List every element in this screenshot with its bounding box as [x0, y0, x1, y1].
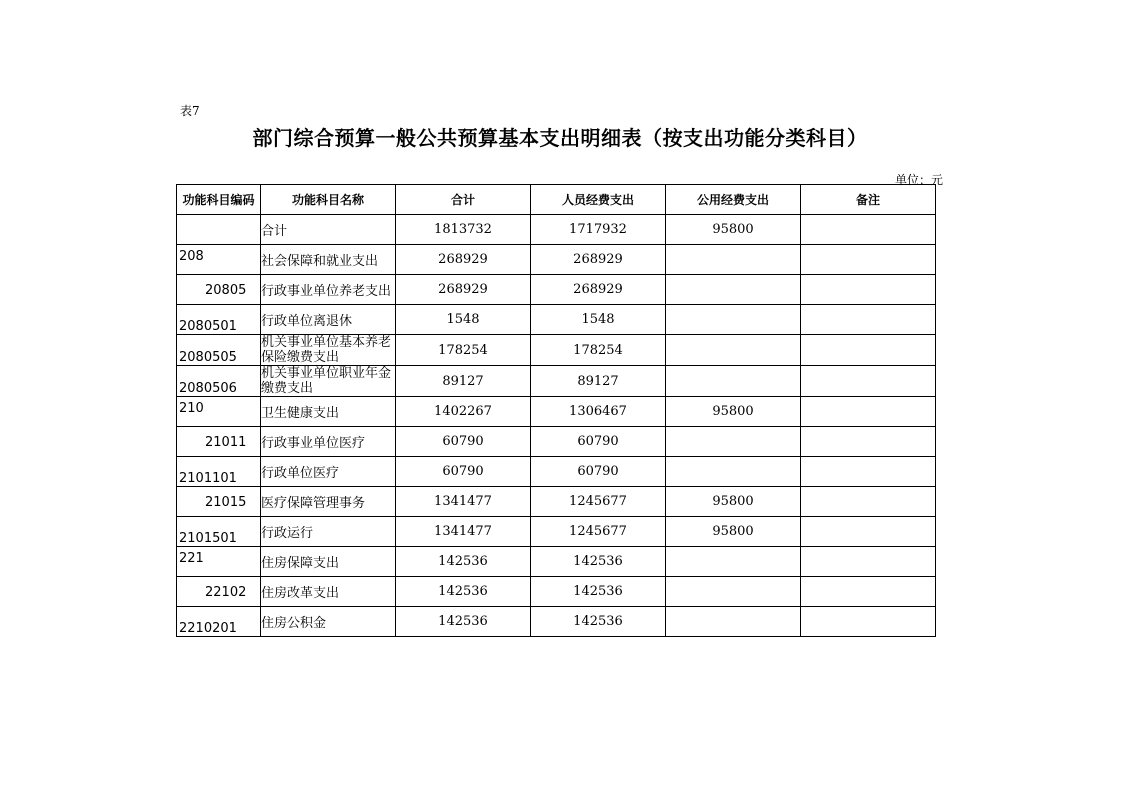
header-code: 功能科目编码 — [177, 185, 261, 215]
cell-personnel: 1245677 — [531, 517, 666, 547]
header-remark: 备注 — [801, 185, 936, 215]
cell-personnel: 1245677 — [531, 487, 666, 517]
cell-public: 95800 — [666, 517, 801, 547]
table-number: 表7 — [180, 104, 200, 118]
cell-public — [666, 427, 801, 457]
cell-remark — [801, 215, 936, 245]
cell-total: 1813732 — [396, 215, 531, 245]
cell-public — [666, 366, 801, 397]
cell-code — [177, 275, 261, 305]
cell-code — [177, 607, 261, 637]
cell-code — [177, 305, 261, 335]
cell-name: 住房改革支出 — [261, 577, 396, 607]
cell-code-text: 2080506 — [179, 381, 237, 396]
cell-remark — [801, 275, 936, 305]
cell-personnel: 268929 — [531, 245, 666, 275]
cell-total: 142536 — [396, 547, 531, 577]
cell-remark — [801, 607, 936, 637]
budget-table — [176, 184, 936, 637]
table-row — [177, 487, 936, 517]
cell-code — [177, 547, 261, 577]
cell-name: 行政单位离退休 — [261, 305, 396, 335]
cell-remark — [801, 487, 936, 517]
cell-name: 机关事业单位职业年金缴费支出 — [261, 366, 396, 397]
header-public: 公用经费支出 — [666, 185, 801, 215]
table-row — [177, 245, 936, 275]
cell-total: 268929 — [396, 245, 531, 275]
cell-remark — [801, 366, 936, 397]
table-row — [177, 397, 936, 427]
cell-name: 卫生健康支出 — [261, 397, 396, 427]
table-row — [177, 335, 936, 366]
header-name: 功能科目名称 — [261, 185, 396, 215]
cell-name: 住房公积金 — [261, 607, 396, 637]
cell-public — [666, 245, 801, 275]
cell-total: 178254 — [396, 335, 531, 366]
cell-code-text: 21015 — [205, 495, 247, 510]
cell-personnel: 89127 — [531, 366, 666, 397]
table-row — [177, 457, 936, 487]
cell-public — [666, 335, 801, 366]
cell-code-text: 221 — [179, 551, 204, 566]
cell-public — [666, 607, 801, 637]
cell-code — [177, 577, 261, 607]
cell-public — [666, 275, 801, 305]
table-body — [177, 215, 936, 637]
cell-total: 60790 — [396, 457, 531, 487]
cell-remark — [801, 457, 936, 487]
cell-public: 95800 — [666, 487, 801, 517]
cell-code — [177, 517, 261, 547]
cell-total: 142536 — [396, 607, 531, 637]
page-title: 部门综合预算一般公共预算基本支出明细表（按支出功能分类科目） — [252, 126, 868, 150]
cell-personnel: 1306467 — [531, 397, 666, 427]
cell-total: 142536 — [396, 577, 531, 607]
cell-name: 行政运行 — [261, 517, 396, 547]
table-row — [177, 607, 936, 637]
cell-public — [666, 577, 801, 607]
cell-public: 95800 — [666, 215, 801, 245]
cell-total: 60790 — [396, 427, 531, 457]
table-row — [177, 547, 936, 577]
cell-code-text: 2210201 — [179, 621, 237, 636]
cell-remark — [801, 245, 936, 275]
cell-code — [177, 215, 261, 245]
cell-personnel: 178254 — [531, 335, 666, 366]
cell-remark — [801, 397, 936, 427]
cell-code-text: 208 — [179, 249, 204, 264]
cell-personnel: 1717932 — [531, 215, 666, 245]
table-row — [177, 427, 936, 457]
cell-public — [666, 547, 801, 577]
cell-public: 95800 — [666, 397, 801, 427]
cell-remark — [801, 577, 936, 607]
cell-name: 机关事业单位基本养老保险缴费支出 — [261, 335, 396, 366]
header-personnel: 人员经费支出 — [531, 185, 666, 215]
cell-public — [666, 457, 801, 487]
cell-name: 社会保障和就业支出 — [261, 245, 396, 275]
cell-code-text: 2080501 — [179, 319, 237, 334]
table-row — [177, 577, 936, 607]
cell-total: 89127 — [396, 366, 531, 397]
cell-personnel: 60790 — [531, 457, 666, 487]
header-total: 合计 — [396, 185, 531, 215]
cell-code-text: 22102 — [205, 585, 247, 600]
cell-code — [177, 335, 261, 366]
cell-name: 行政事业单位医疗 — [261, 427, 396, 457]
cell-code-text: 210 — [179, 401, 204, 416]
cell-code-text: 2080505 — [179, 350, 237, 365]
cell-total: 1402267 — [396, 397, 531, 427]
table-row — [177, 366, 936, 397]
cell-code-text: 21011 — [205, 435, 247, 450]
table-row — [177, 215, 936, 245]
cell-name: 住房保障支出 — [261, 547, 396, 577]
cell-remark — [801, 547, 936, 577]
cell-code — [177, 487, 261, 517]
cell-code — [177, 245, 261, 275]
cell-remark — [801, 335, 936, 366]
cell-personnel: 60790 — [531, 427, 666, 457]
cell-remark — [801, 305, 936, 335]
cell-code — [177, 397, 261, 427]
cell-code — [177, 366, 261, 397]
cell-code — [177, 457, 261, 487]
table-row — [177, 517, 936, 547]
cell-name: 合计 — [261, 215, 396, 245]
cell-personnel: 268929 — [531, 275, 666, 305]
table-row — [177, 305, 936, 335]
cell-code-text: 2101101 — [179, 471, 237, 486]
table-header-row — [177, 185, 936, 215]
cell-remark — [801, 517, 936, 547]
cell-code-text: 20805 — [205, 283, 247, 298]
cell-personnel: 142536 — [531, 577, 666, 607]
cell-code-text: 2101501 — [179, 531, 237, 546]
cell-public — [666, 305, 801, 335]
unit-label: 单位：元 — [895, 173, 944, 187]
cell-remark — [801, 427, 936, 457]
cell-code — [177, 427, 261, 457]
cell-total: 268929 — [396, 275, 531, 305]
cell-total: 1341477 — [396, 487, 531, 517]
cell-personnel: 1548 — [531, 305, 666, 335]
table-row — [177, 275, 936, 305]
cell-total: 1548 — [396, 305, 531, 335]
cell-name: 行政单位医疗 — [261, 457, 396, 487]
cell-name: 行政事业单位养老支出 — [261, 275, 396, 305]
cell-name: 医疗保障管理事务 — [261, 487, 396, 517]
cell-personnel: 142536 — [531, 547, 666, 577]
cell-personnel: 142536 — [531, 607, 666, 637]
cell-total: 1341477 — [396, 517, 531, 547]
